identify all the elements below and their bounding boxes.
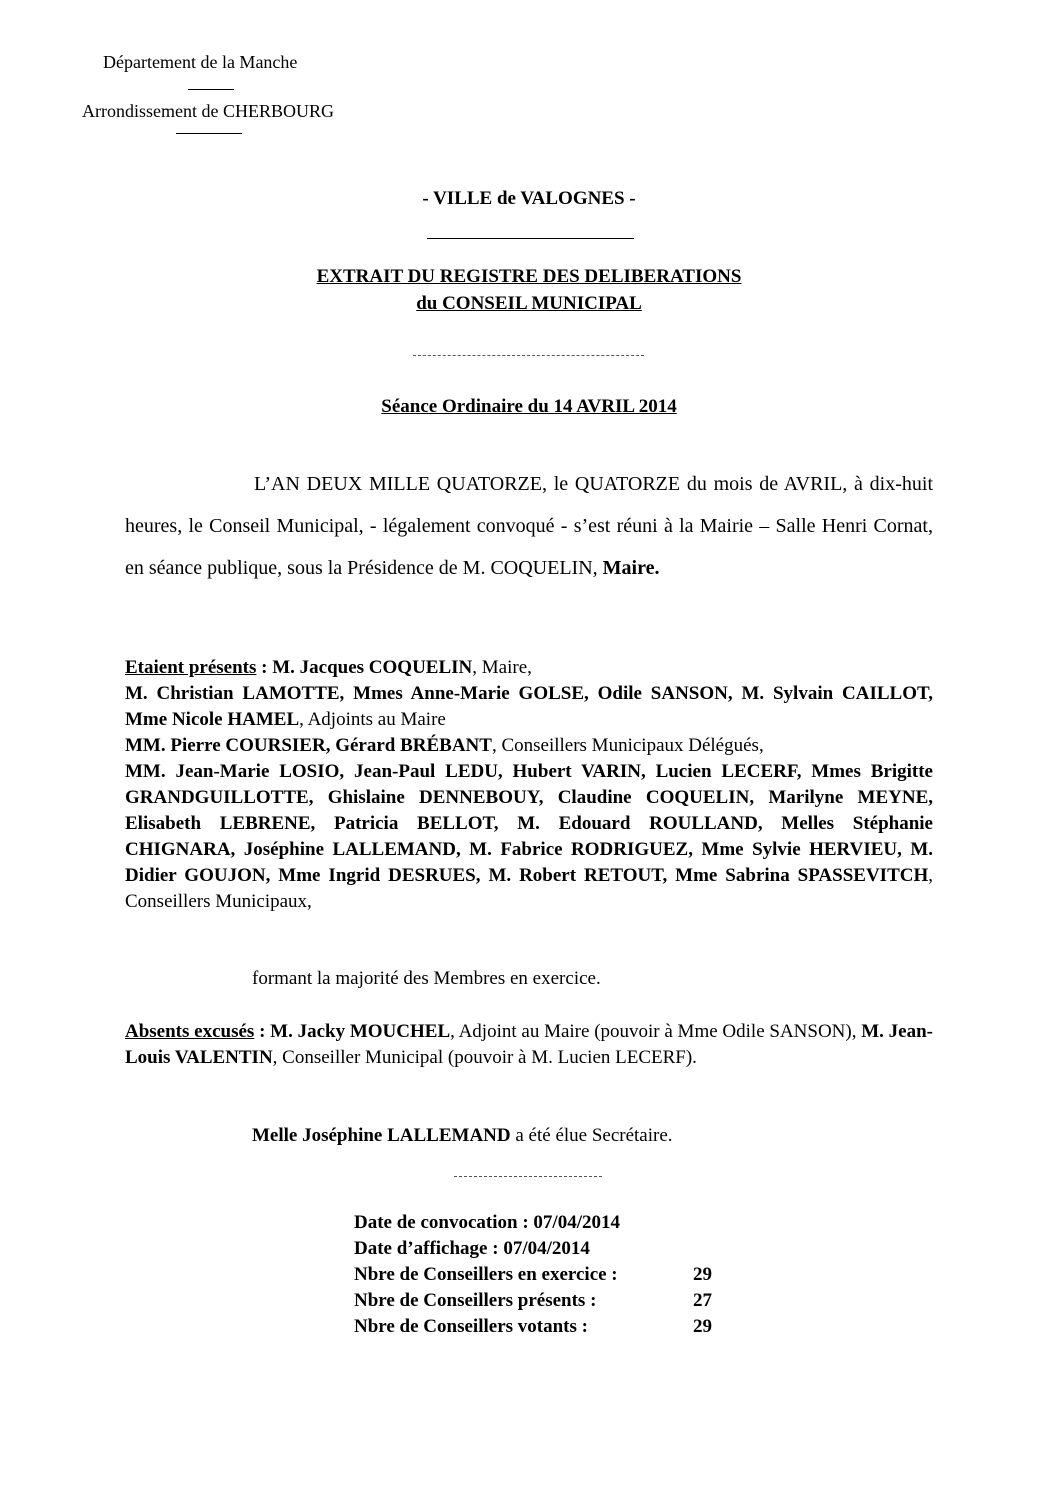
presents-label: Etaient présents	[125, 657, 257, 678]
stat-exercice-value: 29	[693, 1264, 712, 1285]
presents-maire-name: : M. Jacques COQUELIN	[256, 657, 473, 678]
absent-1-name: M. Jacky MOUCHEL	[270, 1021, 451, 1042]
conseillers-role: , Conseillers Municipaux,	[125, 865, 933, 912]
secretaire-separator	[454, 1176, 602, 1177]
adjoints-names: M. Christian LAMOTTE, Mmes Anne-Marie GOLSE, Odile SANSON, M. Sylvain CAILLOT, Mme Nicole HAMEL	[125, 683, 933, 730]
secretaire-rest: a été élue Secrétaire.	[510, 1125, 673, 1146]
department-rule	[188, 89, 234, 90]
presents-first-line	[125, 655, 933, 681]
adjoints-role: , Adjoints au Maire	[299, 709, 446, 730]
delegues-names: MM. Pierre COURSIER, Gérard BRÉBANT	[125, 735, 492, 756]
presents-conseillers	[125, 759, 933, 915]
absents-label: Absents excusés	[125, 1021, 255, 1042]
delegues-role: , Conseillers Municipaux Délégués,	[491, 735, 764, 756]
date-convocation: Date de convocation : 07/04/2014	[354, 1212, 620, 1233]
arrondissement-rule	[176, 133, 242, 134]
intro-paragraph	[125, 463, 933, 589]
ville-title: - VILLE de VALOGNES -	[422, 188, 636, 209]
presents-maire-role: , Maire,	[472, 657, 532, 678]
absent-1-detail: , Adjoint au Maire (pouvoir à Mme Odile SANSON),	[450, 1021, 862, 1042]
intro-text: L’AN DEUX MILLE QUATORZE, le QUATORZE du mois de AVRIL, à dix-huit heures, le Conseil Municipal, - légalement convoqué - s’est réuni à la Mairie – Salle Henri Cornat, en séance publique, sous la Présidence de M. COQUELIN,	[125, 473, 933, 579]
absent-2-name: M. Jean-Louis VALENTIN	[125, 1021, 933, 1068]
extrait-title-line2: du CONSEIL MUNICIPAL	[416, 293, 642, 314]
arrondissement-header: Arrondissement de CHERBOURG	[82, 101, 334, 121]
stat-votants-label: Nbre de Conseillers votants :	[354, 1316, 588, 1337]
absent-2-detail: , Conseiller Municipal (pouvoir à M. Lucien LECERF).	[272, 1047, 697, 1068]
ville-rule	[427, 238, 634, 239]
presents-delegues	[125, 733, 933, 759]
absents-colon: :	[254, 1021, 271, 1042]
secretaire-name: Melle Joséphine LALLEMAND	[252, 1125, 511, 1146]
intro-maire: Maire.	[602, 557, 660, 579]
absents-paragraph	[125, 1019, 933, 1071]
title-separator	[413, 355, 644, 356]
secretaire-line	[252, 1125, 673, 1147]
majorite-text: formant la majorité des Membres en exercice.	[252, 968, 601, 989]
date-affichage: Date d’affichage : 07/04/2014	[354, 1238, 590, 1259]
stat-presents-label: Nbre de Conseillers présents :	[354, 1290, 597, 1311]
stat-votants-value: 29	[693, 1316, 712, 1337]
presents-list	[125, 655, 933, 915]
stat-presents-value: 27	[693, 1290, 712, 1311]
department-header: Département de la Manche	[103, 52, 298, 72]
presents-adjoints	[125, 681, 933, 733]
seance-title: Séance Ordinaire du 14 AVRIL 2014	[381, 396, 677, 417]
conseillers-names: MM. Jean-Marie LOSIO, Jean-Paul LEDU, Hubert VARIN, Lucien LECERF, Mmes Brigitte GRANDGUILLOTTE, Ghislaine DENNEBOUY, Claudine COQUELIN, Marilyne MEYNE, Elisabeth LEBRENE, Patricia BELLOT, M. Edouard ROULLAND, Melles Stéphanie CHIGNARA, Joséphine LALLEMAND, M. Fabrice RODRIGUEZ, Mme Sylvie HERVIEU, M. Didier GOUJON, Mme Ingrid DESRUES, M. Robert RETOUT, Mme Sabrina SPASSEVITCH	[125, 761, 933, 886]
stat-exercice-label: Nbre de Conseillers en exercice :	[354, 1264, 618, 1285]
extrait-title-line1: EXTRAIT DU REGISTRE DES DELIBERATIONS	[316, 266, 742, 287]
